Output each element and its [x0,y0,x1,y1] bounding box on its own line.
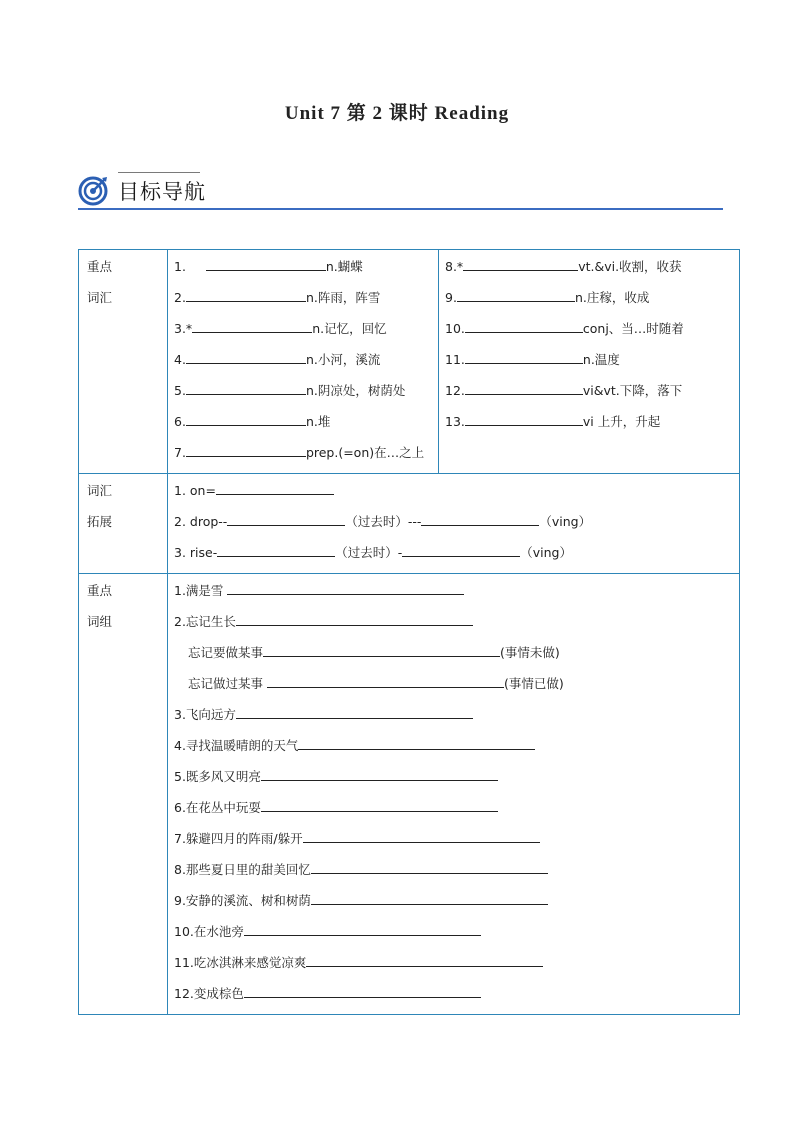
vocab-item: 10. conj、当…时随着 [445,321,684,336]
page-title: Unit 7 第 2 课时 Reading [284,103,510,124]
expand-item: 1. on= [168,480,739,511]
expand-head: 词汇 拓展 [79,474,168,574]
vocab-item: 13. vi 上升，升起 [445,414,661,429]
phrase-item: 12.变成棕色 [168,983,739,1014]
phrases-row [79,574,740,1015]
vocab-right-cell [439,250,740,474]
phrases-cell [168,574,740,1015]
phrase-item: 2.忘记生长 [168,611,739,642]
vocab-item: 12. vi&vt.下降，落下 [445,383,683,398]
phrases-head: 重点 词组 [79,574,168,1015]
vocab-item: 2. n.阵雨，阵雪 [174,290,381,305]
phrase-item: 1.满是雪 [168,580,739,611]
section-title: 目标导航 [118,180,206,204]
phrase-item: 7.躲避四月的阵雨/躲开 [168,828,739,859]
phrase-item: 忘记要做某事 (事情未做) [188,645,560,660]
vocab-item: 9. n.庄稼，收成 [445,290,650,305]
phrase-item: 3.飞向远方 [168,704,739,735]
vocab-item: 8.* vt.&vi.收割，收获 [445,259,682,274]
vocab-item: 7. prep.(=on)在…之上 [174,445,425,460]
vocab-item: 6. n.堆 [174,414,331,429]
vocab-left-cell [168,250,439,474]
phrase-item: 10.在水池旁 [168,921,739,952]
phrase-item: 6.在花丛中玩耍 [168,797,739,828]
expand-cell [168,474,740,574]
phrase-item: 4.寻找温暖晴朗的天气 [168,735,739,766]
vocab-head: 重点 词汇 [79,250,168,474]
vocab-item: 11. n.温度 [445,352,620,367]
vocab-row [79,250,740,474]
vocab-item: 3.* n.记忆，回忆 [174,321,387,336]
vocab-item: 4. n.小河，溪流 [174,352,381,367]
target-icon [78,176,108,206]
vocab-item: 1. n.蝴蝶 [174,259,363,274]
phrase-item: 5.既多风又明亮 [168,766,739,797]
section-top-rule [118,172,200,173]
expand-item: 3. rise- （过去时）- （ving） [174,545,572,560]
section-divider [78,208,723,210]
expand-item: 2. drop-- （过去时）--- （ving） [174,514,592,529]
phrase-item: 忘记做过某事 (事情已做) [188,676,564,691]
vocab-item: 5. n.阴凉处，树荫处 [174,383,406,398]
study-table [78,249,740,1015]
phrase-item: 11.吃冰淇淋来感觉凉爽 [168,952,739,983]
phrase-item: 8.那些夏日里的甜美回忆 [168,859,739,890]
phrase-item: 9.安静的溪流、树和树荫 [168,890,739,921]
expand-row [79,474,740,574]
